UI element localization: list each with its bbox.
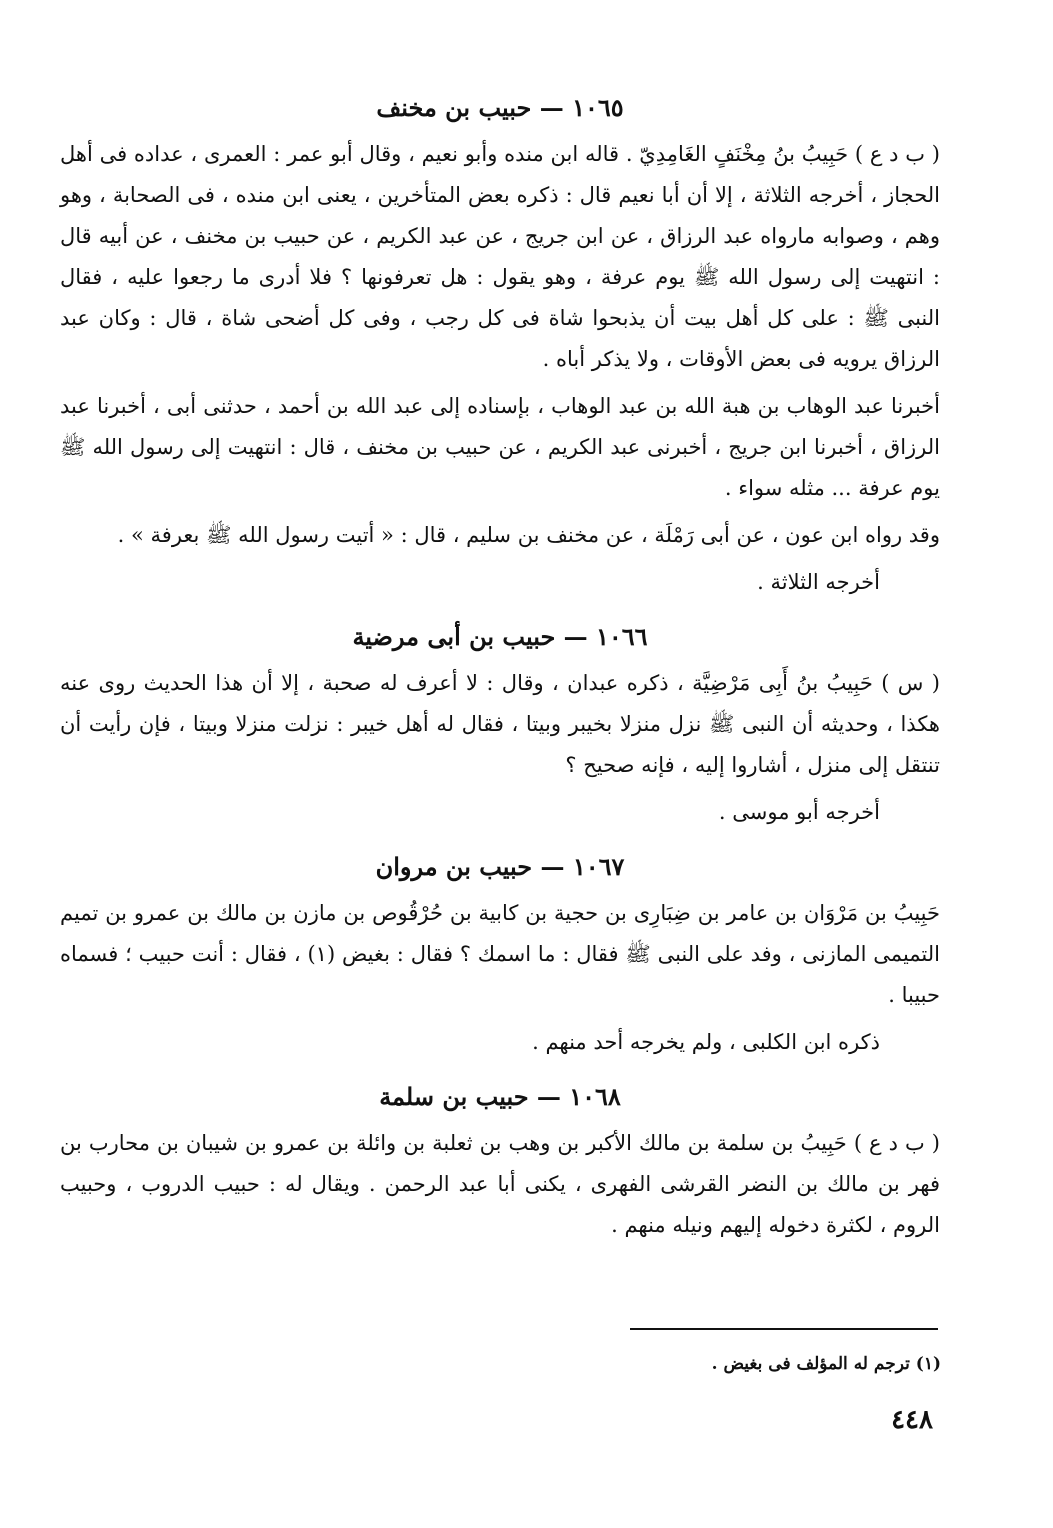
entry-paragraph: وقد رواه ابن عون ، عن أبى رَمْلَة ، عن مخنف بن سليم ، قال : « أتيت رسول الله ﷺ بعرفة » . [117, 523, 940, 547]
entry-1066 [60, 617, 940, 833]
entry-paragraph: أخبرنا عبد الوهاب بن هبة الله بن عبد الوهاب ، بإسناده إلى عبد الله بن أحمد ، حدثنى أبى ، أخبرنا عبد الرزاق ، أخبرنا ابن جريج ، أخبرنى عبد الكريم ، عن حبيب بن مخنف ، قال : انتهيت إلى رسول الله ﷺ يوم عرفة ... مثله سواء . [60, 394, 940, 500]
entry-paragraph: ( ب د ع ) حَبِيبُ بن سلمة بن مالك الأكبر بن وهب بن ثعلبة بن وائلة بن عمرو بن شيبان بن محارب بن فهر بن مالك بن النضر القرشى الفهرى ، يكنى أبا عبد الرحمن . ويقال له : حبيب الدروب ، وحبيب الروم ، لكثرة دخوله إليهم ونيله منهم . [60, 1131, 940, 1237]
entry-paragraph: أخرجه أبو موسى . [718, 800, 880, 824]
entry-heading: ١٠٦٧ — حبيب بن مروان [375, 852, 625, 881]
entry-heading: ١٠٦٥ — حبيب بن مخنف [376, 93, 624, 122]
entry-paragraph: ( ب د ع ) حَبِيبُ بنُ مِخْنَفٍ الغَامِدِيّ . قاله ابن منده وأبو نعيم ، وقال أبو عمر : العمرى ، عداده فى أهل الحجاز ، أخرجه الثلاثة ، إلا أن أبا نعيم قال : ذكره بعض المتأخرين ، يعنى ابن منده ، فى الصحابة ، وهو وهم ، وصوابه مارواه عبد الرزاق ، عن ابن جريج ، عن عبد الكريم ، عن حبيب بن مخنف ، عن أبيه قال : انتهيت إلى رسول الله ﷺ يوم عرفة ، وهو يقول : هل تعرفونها ؟ فلا أدرى ما رجعوا عليه ، فقال النبى ﷺ : على كل أهل بيت أن يذبحوا شاة فى كل رجب ، وفى كل أضحى شاة ، قال : وكان عبد الرزاق يرويه فى بعض الأوقات ، ولا يذكر أباه . [60, 142, 940, 371]
entry-paragraph: ذكره ابن الكلبى ، ولم يخرجه أحد منهم . [532, 1030, 880, 1054]
entry-1067 [60, 847, 940, 1063]
page-number: ٤٤٨ [891, 1405, 933, 1435]
entry-paragraph: ( س ) حَبِيبُ بنُ أَبِى مَرْضِيَّة ، ذكره عبدان ، وقال : لا أعرف له صحبة ، إلا أن هذا الحديث روى عنه هكذا ، وحديثه أن النبى ﷺ نزل منزلا بخيبر وبيتا ، فقال له أهل خيبر : نزلت منزلا وبيتا ، فإن رأيت أن تنتقل إلى منزل ، أشاروا إليه ، فإنه صحيح ؟ [60, 671, 940, 777]
footnote: (١) ترجم له المؤلف فى بغيض . [711, 1354, 941, 1374]
entry-heading: ١٠٦٦ — حبيب بن أبى مرضية [352, 622, 648, 651]
page-body [60, 88, 940, 1260]
entry-paragraph: حَبِيبُ بن مَرْوَان بن عامر بن ضِبَارِى بن حجية بن كابية بن حُرْقُوص بن مازن بن مالك بن عمرو بن تميم التميمى المازنى ، وفد على النبى ﷺ فقال : ما اسمك ؟ فقال : بغيض (١) ، فقال : أنت حبيب ؛ فسماه حبيبا . [60, 901, 940, 1007]
entry-heading: ١٠٦٨ — حبيب بن سلمة [379, 1082, 621, 1111]
footnote-divider [630, 1328, 938, 1330]
entry-1065 [60, 88, 940, 603]
entry-paragraph: أخرجه الثلاثة . [757, 570, 880, 594]
entry-1068 [60, 1077, 940, 1246]
